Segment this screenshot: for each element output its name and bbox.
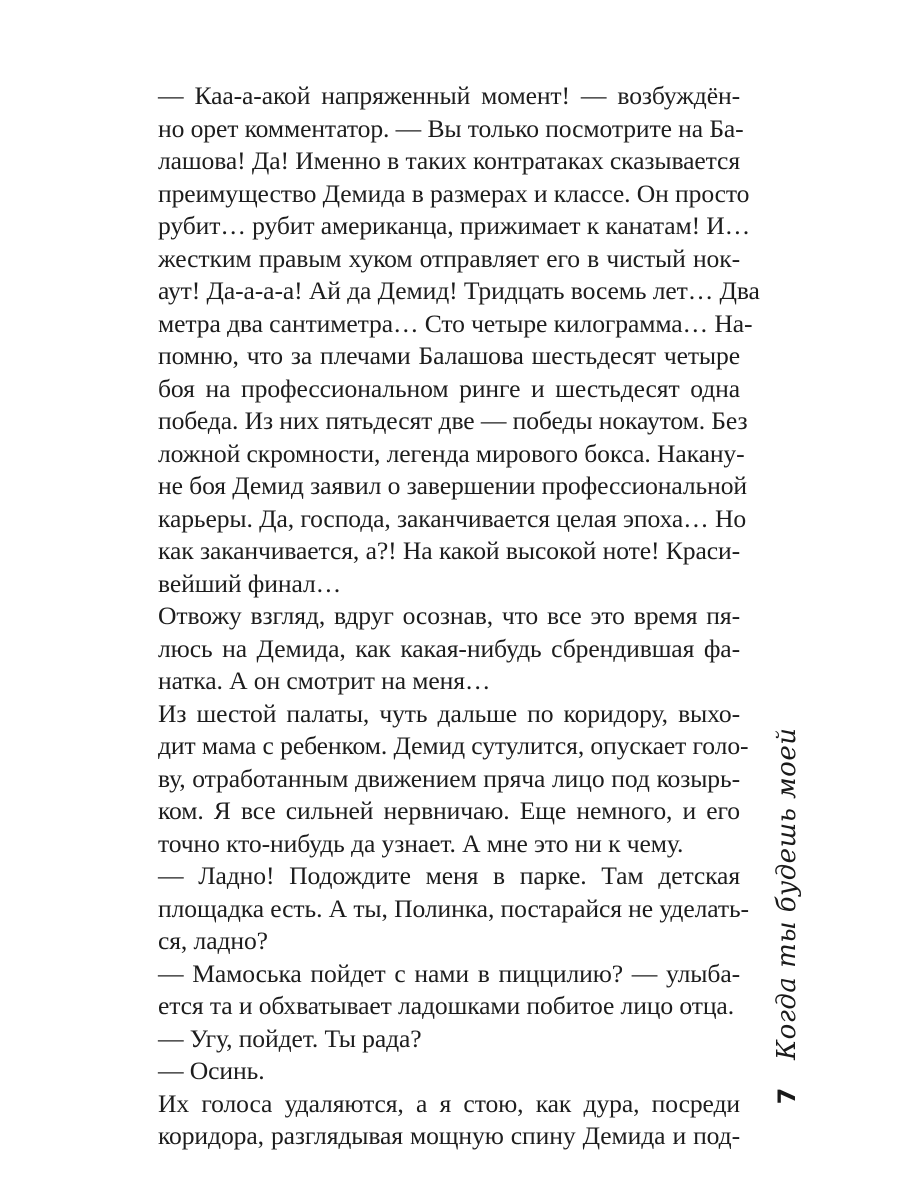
paragraph-voices-fade bbox=[130, 1088, 740, 1153]
text-line: ложной скромности, легенда мирового бокса. Накану- bbox=[158, 438, 745, 468]
text-line: помню, что за плечами Балашова шестьдесят четыре bbox=[158, 341, 740, 370]
paragraph-look-away bbox=[130, 600, 740, 698]
text-line: — Каа-а-акой напряженный момент! — возбуждён- bbox=[158, 81, 740, 110]
text-line: ется та и обхватывает ладошками побитое лицо отца. bbox=[158, 991, 734, 1020]
text-line: площадка есть. А ты, Полинка, постарайся не уделать- bbox=[158, 893, 749, 923]
text-line: как заканчивается, а?! На какой высокой ноте! Краси- bbox=[158, 536, 740, 565]
text-line: ву, отработанным движением пряча лицо под козырь- bbox=[158, 763, 740, 793]
text-line: жестким правым хуком отправляет его в чистый нок- bbox=[158, 243, 740, 273]
text-line: метра два сантиметра… Сто четыре килограмма… На- bbox=[158, 308, 753, 338]
text-line: Их голоса удаляются, а я стою, как дура, посреди bbox=[158, 1088, 740, 1118]
text-line: боя на профессиональном ринге и шестьдесят одна bbox=[158, 373, 740, 403]
paragraph-commentator bbox=[130, 80, 760, 600]
text-line: дит мама с ребенком. Демид сутулится, опускает голо- bbox=[158, 731, 749, 760]
text-line: карьеры. Да, господа, заканчивается целая эпоха… Но bbox=[158, 503, 747, 533]
text-line: Из шестой палаты, чуть дальше по коридору, выхо- bbox=[158, 698, 740, 728]
text-line: люсь на Демида, как какая-нибудь сбрендившая фа- bbox=[158, 633, 740, 663]
text-line: не боя Демид заявил о завершении профессиональной bbox=[158, 471, 748, 500]
page-number: 7 bbox=[773, 1087, 801, 1105]
text-line: преимущество Демида в размерах и классе. Он просто bbox=[158, 178, 750, 208]
paragraph-dialogue-very bbox=[130, 1055, 740, 1088]
text-line: лашова! Да! Именно в таких контратаках сказывается bbox=[158, 146, 740, 175]
text-line: коридора, разглядывая мощную спину Демида и под- bbox=[158, 1121, 740, 1150]
text-line: но орет комментатор. — Вы только посмотрите на Ба- bbox=[158, 113, 744, 143]
paragraph-dialogue-glad bbox=[130, 1023, 740, 1056]
paragraph-dialogue-pizzeria bbox=[130, 958, 740, 1023]
paragraph-dialogue-park bbox=[130, 860, 749, 958]
text-line: — Мамоська пойдет с нами в пиццилию? — улыба- bbox=[158, 958, 740, 988]
page-body bbox=[130, 80, 760, 1153]
text-line: вейший финал… bbox=[158, 568, 342, 598]
text-line: ся, ладно? bbox=[158, 926, 268, 955]
text-line: ком. Я все сильней нервничаю. Еще немного, и его bbox=[158, 796, 740, 825]
text-line: аут! Да-а-а-а! Ай да Демид! Тридцать восемь лет… Два bbox=[158, 276, 760, 305]
text-line: победа. Из них пятьдесят две — победы нокаутом. Без bbox=[158, 406, 748, 435]
text-line: Отвожу взгляд, вдруг осознав, что все это время пя- bbox=[158, 601, 740, 630]
text-line: натка. А он смотрит на меня… bbox=[158, 666, 491, 695]
running-title: Когда ты будешь моей bbox=[772, 727, 802, 1060]
text-line: точно кто-нибудь да узнает. А мне это ни к чему. bbox=[158, 828, 684, 858]
text-line: — Ладно! Подождите меня в парке. Там детская bbox=[158, 861, 740, 890]
text-line: — Угу, пойдет. Ты рада? bbox=[158, 1023, 422, 1053]
text-line: — Осинь. bbox=[158, 1056, 265, 1085]
text-line: рубит… рубит американца, прижимает к канатам! И… bbox=[158, 211, 751, 240]
paragraph-sixth-ward bbox=[130, 698, 749, 861]
